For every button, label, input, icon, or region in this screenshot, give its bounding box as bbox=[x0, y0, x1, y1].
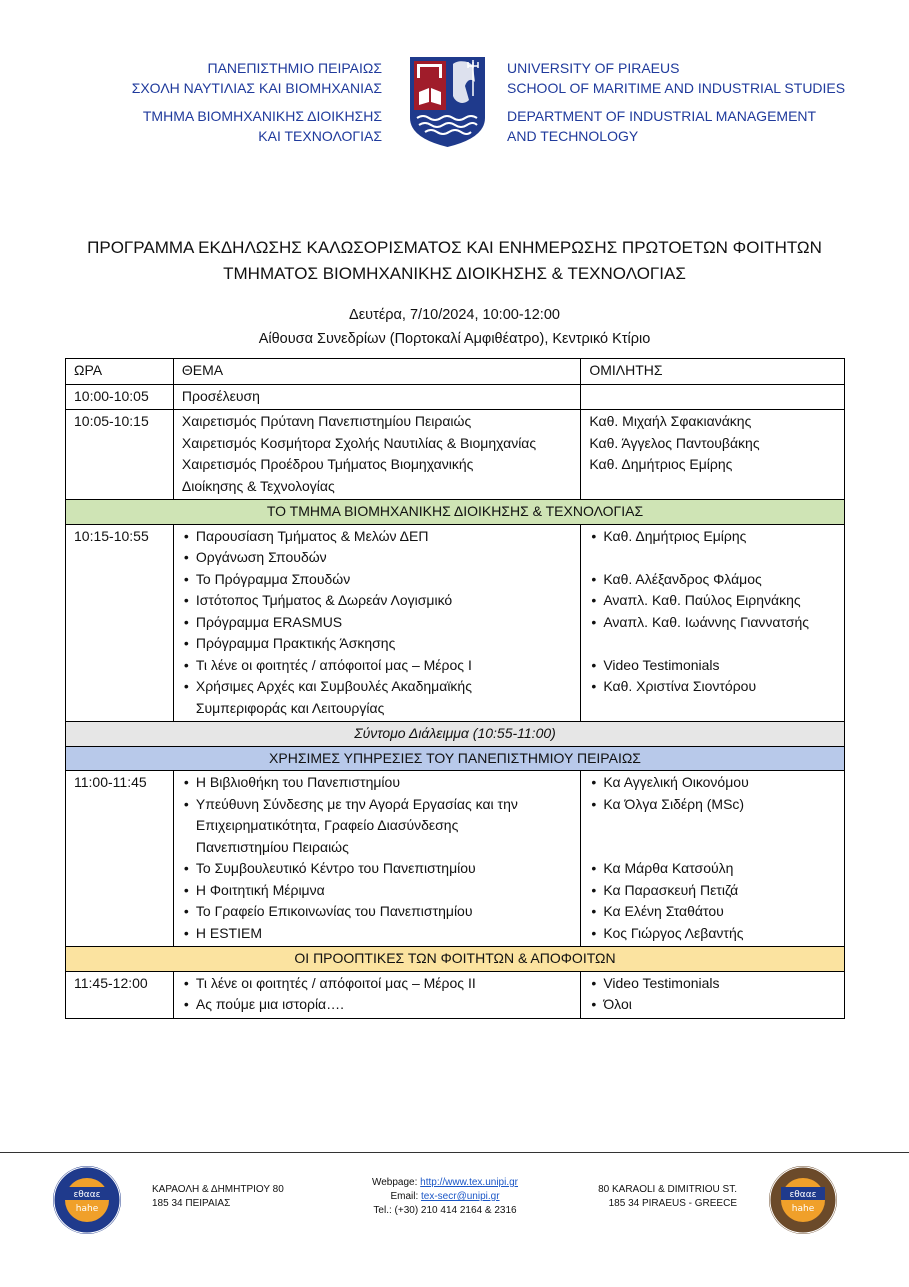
topic-cell bbox=[173, 771, 580, 947]
header-line: ΤΜΗΜΑ ΒΙΟΜΗΧΑΝΙΚΗΣ ΔΙΟΙΚΗΣΗΣ bbox=[142, 108, 382, 124]
section-row bbox=[66, 947, 845, 972]
speaker-item: • Κα Αγγελική Οικονόμου bbox=[589, 772, 838, 794]
speaker-item: • Καθ. Δημήτριος Εμίρης bbox=[589, 526, 838, 548]
break-label: Σύντομο Διάλειμμα (10:55-11:00) bbox=[66, 722, 845, 747]
event-details bbox=[0, 303, 909, 351]
topic-item: • Η Βιβλιοθήκη του Πανεπιστημίου bbox=[182, 772, 574, 794]
speaker-item: • Αναπλ. Καθ. Παύλος Ειρηνάκης bbox=[589, 590, 838, 612]
speaker-item: • Αναπλ. Καθ. Ιωάννης Γιαννατσής bbox=[589, 612, 838, 634]
speaker-line: Καθ. Άγγελος Παντουβάκης bbox=[589, 434, 760, 451]
topic-item: • Το Πρόγραμμα Σπουδών bbox=[182, 569, 574, 591]
phone-number: Tel.: (+30) 210 414 2164 & 2316 bbox=[373, 1205, 517, 1216]
event-date: Δευτέρα, 7/10/2024, 10:00-12:00 bbox=[349, 307, 560, 323]
event-venue: Αίθουσα Συνεδρίων (Πορτοκαλί Αμφιθέατρο), Κεντρικό Κτίριο bbox=[258, 331, 651, 347]
university-crest-logo bbox=[409, 56, 486, 148]
topic-item: • Η Φοιτητική Μέριμνα bbox=[182, 880, 574, 902]
time-cell: 11:45-12:00 bbox=[66, 971, 174, 1018]
address-line: 185 34 PIRAEUS - GREECE bbox=[608, 1198, 737, 1209]
time-cell: 10:15-10:55 bbox=[66, 524, 174, 722]
speaker-item-empty bbox=[589, 547, 838, 569]
speaker-item-empty bbox=[589, 815, 838, 837]
seal-bottom-text: hahe bbox=[75, 1204, 99, 1214]
topic-cell bbox=[173, 971, 580, 1018]
address-line: ΚΑΡΑΟΛΗ & ΔΗΜΗΤΡΙΟΥ 80 bbox=[152, 1184, 284, 1195]
speaker-item-empty bbox=[589, 633, 838, 655]
title-line: ΠΡΟΓΡΑΜΜΑ ΕΚΔΗΛΩΣΗΣ ΚΑΛΩΣΟΡΙΣΜΑΤΟΣ ΚΑΙ ΕΝΗΜΕΡΩΣΗΣ ΠΡΩΤΟΕΤΩΝ ΦΟΙΤΗΤΩΝ bbox=[87, 238, 822, 257]
topic-item: • Οργάνωση Σπουδών bbox=[182, 547, 574, 569]
seal-top-text: εθααε bbox=[73, 1190, 101, 1200]
header-line: SCHOOL OF MARITIME AND INDUSTRIAL STUDIES bbox=[507, 80, 846, 96]
topic-cell bbox=[173, 410, 580, 500]
address-english bbox=[580, 1183, 737, 1211]
speaker-cell bbox=[581, 771, 845, 947]
table-row bbox=[66, 410, 845, 500]
time-cell: 10:05-10:15 bbox=[66, 410, 174, 500]
speaker-cell bbox=[581, 410, 845, 500]
topic-item: • Πρόγραμμα ERASMUS bbox=[182, 612, 574, 634]
topic-item: • Το Γραφείο Επικοινωνίας του Πανεπιστημίου bbox=[182, 901, 574, 923]
web-label: Webpage: bbox=[371, 1177, 421, 1188]
speaker-item: • Video Testimonials bbox=[589, 973, 838, 995]
topic-item-continuation: Επιχειρηματικότητα, Γραφείο Διασύνδεσης bbox=[195, 817, 459, 833]
section-row bbox=[66, 500, 845, 525]
table-row bbox=[66, 771, 845, 947]
column-header: ΩΡΑ bbox=[66, 359, 174, 385]
column-header: ΘΕΜΑ bbox=[173, 359, 580, 385]
topic-item: • Τι λένε οι φοιτητές / απόφοιτοί μας – Μέρος ΙΙ bbox=[182, 973, 574, 995]
speaker-item-empty bbox=[589, 837, 838, 859]
section-heading: ΧΡΗΣΙΜΕΣ ΥΠΗΡΕΣΙΕΣ ΤΟΥ ΠΑΝΕΠΙΣΤΗΜΙΟΥ ΠΕΙΡΑΙΩΣ bbox=[66, 746, 845, 771]
certified-programme-seal-icon bbox=[768, 1165, 838, 1235]
speaker-line: Καθ. Δημήτριος Εμίρης bbox=[589, 456, 733, 472]
header-line: ΠΑΝΕΠΙΣΤΗΜΙΟ ΠΕΙΡΑΙΩΣ bbox=[207, 60, 382, 76]
header-line: ΣΧΟΛΗ ΝΑΥΤΙΛΙΑΣ ΚΑΙ ΒΙΟΜΗΧΑΝΙΑΣ bbox=[131, 80, 382, 96]
topic-item: • Ας πούμε μια ιστορία…. bbox=[182, 994, 574, 1016]
section-heading: ΟΙ ΠΡΟΟΠΤΙΚΕΣ ΤΩΝ ΦΟΙΤΗΤΩΝ & ΑΠΟΦΟΙΤΩΝ bbox=[66, 947, 845, 972]
address-greek bbox=[152, 1183, 284, 1211]
topic-cell bbox=[173, 524, 580, 722]
seal-top-text: εθααε bbox=[789, 1190, 817, 1200]
table-header-row bbox=[66, 359, 845, 385]
hahe-accreditation-seal-icon bbox=[52, 1165, 122, 1235]
speaker-item: • Όλοι bbox=[589, 994, 838, 1016]
title-line: ΤΜΗΜΑΤΟΣ ΒΙΟΜΗΧΑΝΙΚΗΣ ΔΙΟΙΚΗΣΗΣ & ΤΕΧΝΟΛΟΓΙΑΣ bbox=[223, 264, 686, 283]
time-cell: 10:00-10:05 bbox=[66, 384, 174, 410]
header-line: AND TECHNOLOGY bbox=[507, 128, 639, 144]
topic-item: • Πρόγραμμα Πρακτικής Άσκησης bbox=[182, 633, 574, 655]
page-title bbox=[0, 235, 909, 287]
topic-item: • Τι λένε οι φοιτητές / απόφοιτοί μας – Μέρος Ι bbox=[182, 655, 574, 677]
section-heading: ΤΟ ΤΜΗΜΑ ΒΙΟΜΗΧΑΝΙΚΗΣ ΔΙΟΙΚΗΣΗΣ & ΤΕΧΝΟΛΟΓΙΑΣ bbox=[66, 500, 845, 525]
topic-item: • Χρήσιμες Αρχές και Συμβουλές Ακαδημαϊκής bbox=[182, 676, 574, 698]
break-row bbox=[66, 722, 845, 747]
speaker-item: • Video Testimonials bbox=[589, 655, 838, 677]
speaker-item: • Κος Γιώργος Λεβαντής bbox=[589, 923, 838, 945]
program-table bbox=[65, 358, 845, 1019]
topic-item: • Ιστότοπος Τμήματος & Δωρεάν Λογισμικό bbox=[182, 590, 574, 612]
time-cell: 11:00-11:45 bbox=[66, 771, 174, 947]
topic-line: Χαιρετισμός Πρύτανη Πανεπιστημίου Πειραιώς bbox=[181, 413, 472, 429]
address-line: 80 KARAOLI & DIMITRIOU ST. bbox=[598, 1184, 737, 1195]
section-row bbox=[66, 746, 845, 771]
speaker-cell bbox=[581, 524, 845, 722]
table-row bbox=[66, 971, 845, 1018]
header-greek bbox=[132, 58, 382, 146]
contact-info bbox=[340, 1176, 550, 1218]
speaker-item: • Κα Ελένη Σταθάτου bbox=[589, 901, 838, 923]
topic-line: Χαιρετισμός Προέδρου Τμήματος Βιομηχανικής bbox=[181, 456, 474, 472]
footer-divider bbox=[0, 1152, 909, 1153]
topic-item-continuation: Συμπεριφοράς και Λειτουργίας bbox=[195, 699, 385, 716]
header-english bbox=[507, 58, 845, 146]
topic-line: Χαιρετισμός Κοσμήτορα Σχολής Ναυτιλίας & Βιομηχανίας bbox=[181, 434, 537, 451]
topic-item: • Υπεύθυνη Σύνδεσης με την Αγορά Εργασίας και την bbox=[182, 794, 574, 816]
speaker-item: • Κα Παρασκευή Πετιζά bbox=[589, 880, 838, 902]
email-link[interactable]: tex-secr@unipi.gr bbox=[421, 1191, 500, 1202]
speaker-cell bbox=[581, 971, 845, 1018]
topic-item-continuation: Πανεπιστημίου Πειραιώς bbox=[195, 838, 349, 855]
speaker-cell bbox=[581, 384, 845, 410]
speaker-item: • Κα Μάρθα Κατσούλη bbox=[589, 858, 838, 880]
speaker-item: • Κα Όλγα Σιδέρη (MSc) bbox=[589, 794, 838, 816]
topic-cell: Προσέλευση bbox=[173, 384, 580, 410]
speaker-item: • Καθ. Χριστίνα Σιοντόρου bbox=[589, 676, 838, 698]
column-header: ΟΜΙΛΗΤΗΣ bbox=[581, 359, 845, 385]
table-row bbox=[66, 524, 845, 722]
topic-item: • Το Συμβουλευτικό Κέντρο του Πανεπιστημίου bbox=[182, 858, 574, 880]
speaker-line: Καθ. Μιχαήλ Σφακιανάκης bbox=[589, 413, 752, 429]
seal-bottom-text: hahe bbox=[791, 1204, 815, 1214]
address-line: 185 34 ΠΕΙΡΑΙΑΣ bbox=[152, 1198, 231, 1209]
email-label: Email: bbox=[390, 1191, 422, 1202]
header-line: UNIVERSITY OF PIRAEUS bbox=[507, 60, 680, 76]
table-row bbox=[66, 384, 845, 410]
speaker-item: • Καθ. Αλέξανδρος Φλάμος bbox=[589, 569, 838, 591]
header-line: DEPARTMENT OF INDUSTRIAL MANAGEMENT bbox=[507, 108, 817, 124]
header-line: ΚΑΙ ΤΕΧΝΟΛΟΓΙΑΣ bbox=[258, 128, 382, 144]
topic-item: • Η ESTIEM bbox=[182, 923, 574, 945]
website-link[interactable]: http://www.tex.unipi.gr bbox=[420, 1177, 518, 1188]
topic-item: • Παρουσίαση Τμήματος & Μελών ΔΕΠ bbox=[182, 526, 574, 548]
topic-line: Διοίκησης & Τεχνολογίας bbox=[181, 477, 335, 494]
